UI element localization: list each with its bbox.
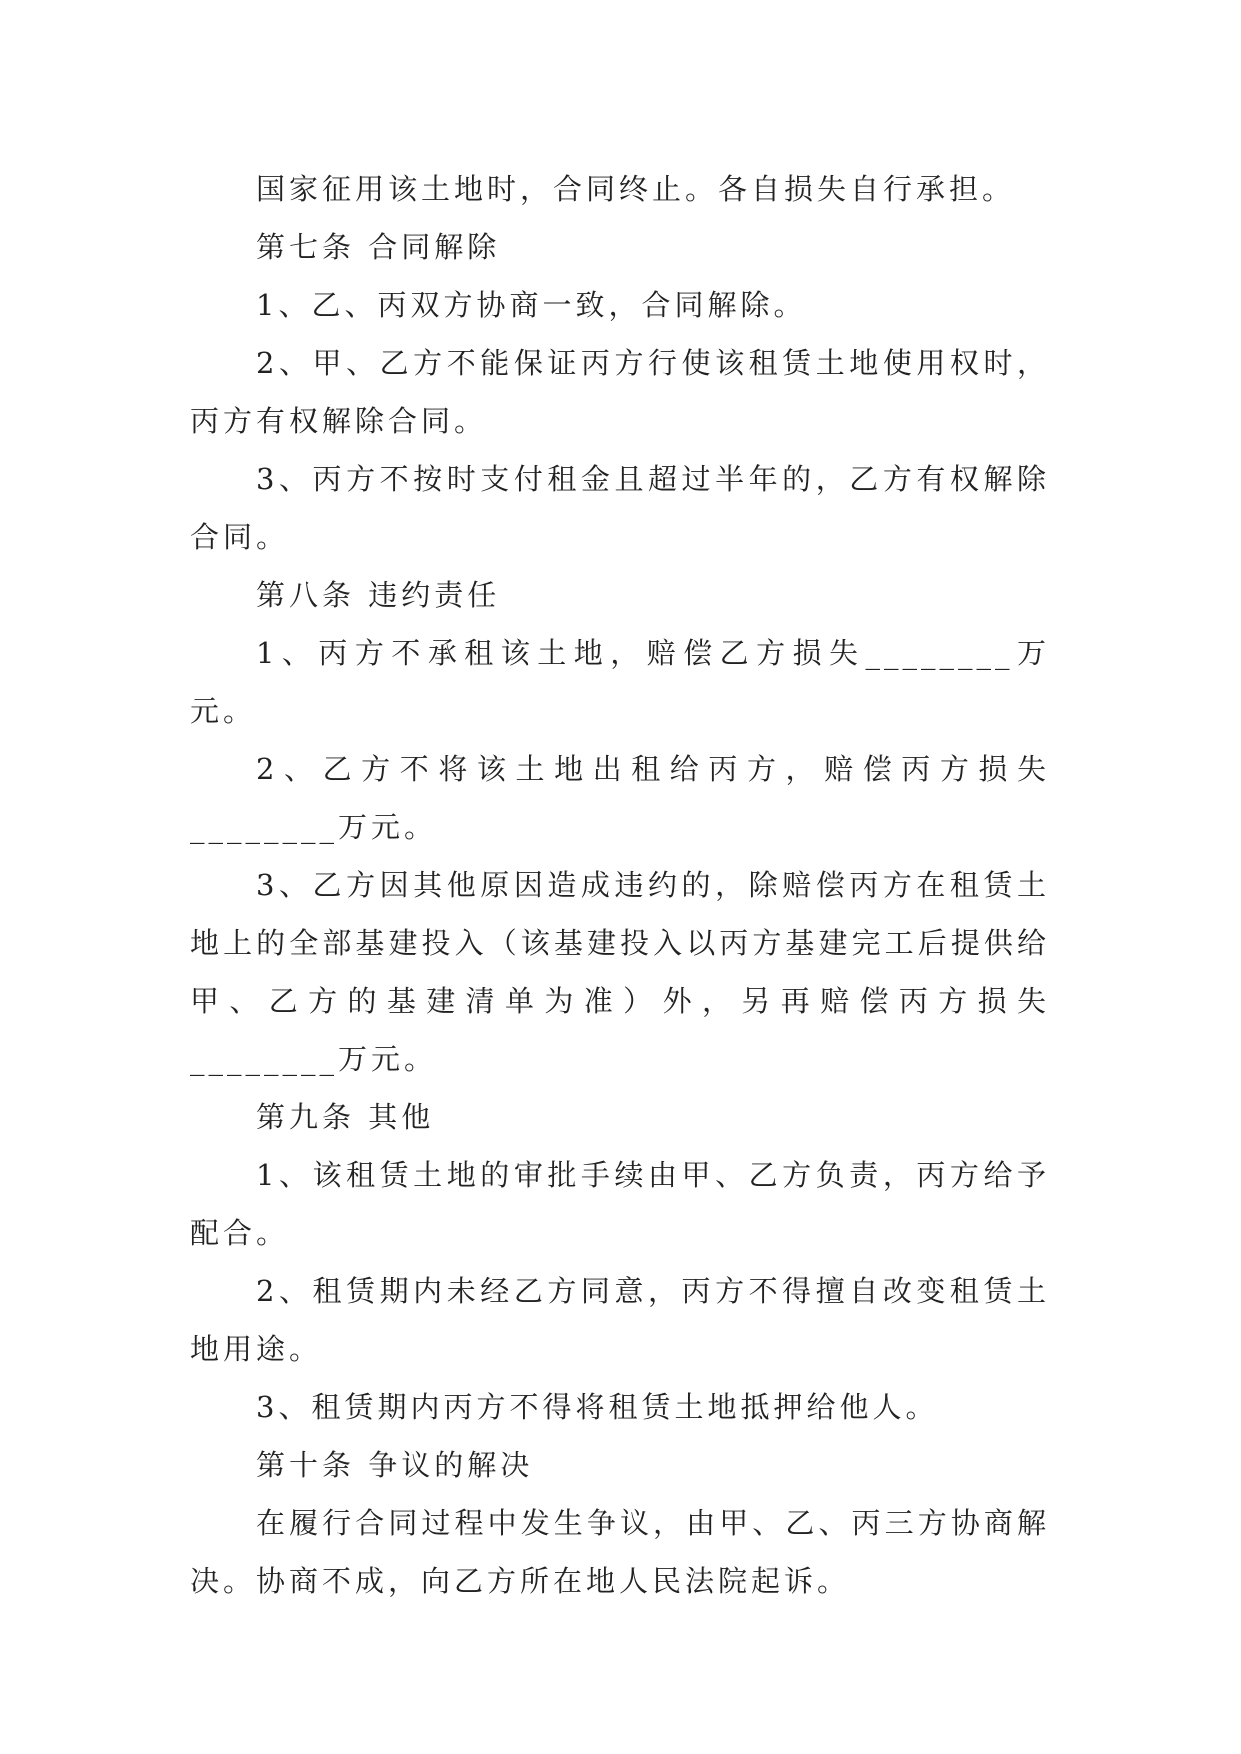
clause-9-2: 2、租赁期内未经乙方同意，丙方不得擅自改变租赁土地用途。 xyxy=(190,1274,1050,1366)
heading-article-7: 第七条 合同解除 xyxy=(256,230,501,264)
heading-article-10: 第十条 争议的解决 xyxy=(256,1448,534,1482)
heading-article-9: 第九条 其他 xyxy=(256,1100,435,1134)
clause-8-3: 3、乙方因其他原因造成违约的，除赔偿丙方在租赁土地上的全部基建投入（该基建投入以丙方基建完工后提供给甲、乙方的基建清单为准）外，另再赔偿丙方损失________万元。 xyxy=(190,868,1050,1076)
paragraph-expropriation: 国家征用该土地时，合同终止。各自损失自行承担。 xyxy=(256,172,1016,206)
heading-article-8: 第八条 违约责任 xyxy=(256,578,501,612)
clause-7-2: 2、甲、乙方不能保证丙方行使该租赁土地使用权时，丙方有权解除合同。 xyxy=(190,346,1050,438)
clause-8-1: 1、丙方不承租该土地，赔偿乙方损失________万元。 xyxy=(190,636,1050,728)
clause-10-body: 在履行合同过程中发生争议，由甲、乙、丙三方协商解决。协商不成，向乙方所在地人民法院起诉。 xyxy=(190,1506,1050,1598)
document-page xyxy=(190,160,1050,1610)
clause-9-1: 1、该租赁土地的审批手续由甲、乙方负责，丙方给予配合。 xyxy=(190,1158,1050,1250)
clause-7-1: 1、乙、丙双方协商一致，合同解除。 xyxy=(256,288,807,322)
clause-8-2: 2、乙方不将该土地出租给丙方，赔偿丙方损失________万元。 xyxy=(190,752,1050,844)
clause-9-3: 3、租赁期内丙方不得将租赁土地抵押给他人。 xyxy=(256,1390,939,1424)
clause-7-3: 3、丙方不按时支付租金且超过半年的，乙方有权解除合同。 xyxy=(190,462,1050,554)
